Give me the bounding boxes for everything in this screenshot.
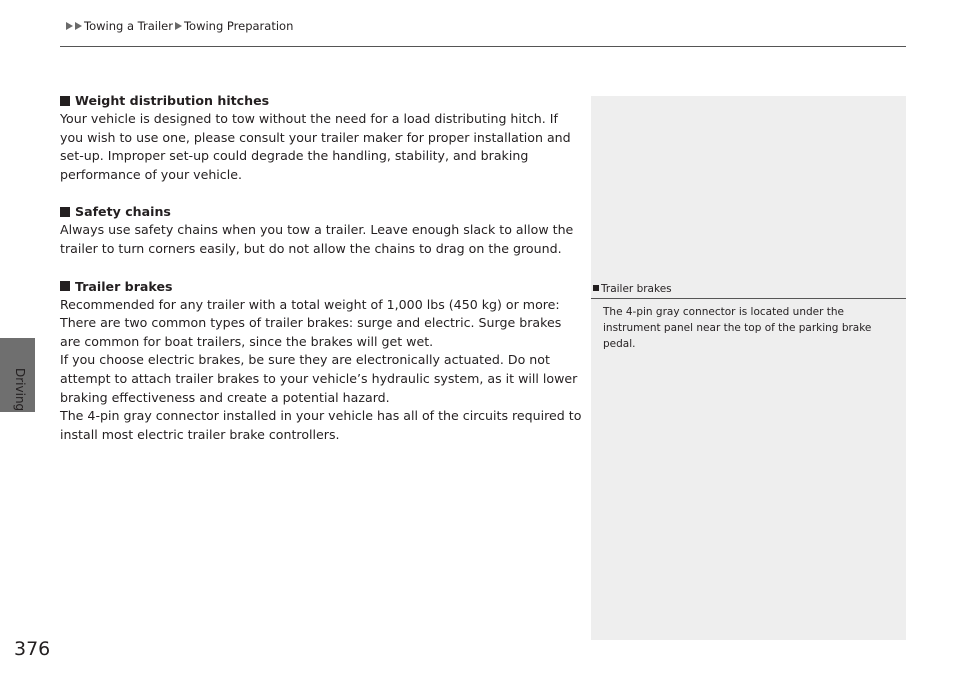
paragraph: Your vehicle is designed to tow without the need for a load distributing hitch. If you wish to use one, please consult your trailer maker for proper installation and set-up. Improper set-up could degrade the handling, stability, and braking performance of your vehicle.	[60, 111, 571, 182]
square-bullet-icon	[60, 281, 70, 291]
note-heading	[591, 282, 906, 297]
side-notes-panel	[591, 96, 906, 640]
paragraph: The 4-pin gray connector installed in your vehicle has all of the circuits required to install most electric trailer brake controllers.	[60, 408, 582, 442]
section-title: Trailer brakes	[75, 278, 173, 294]
note-title: Trailer brakes	[601, 283, 672, 295]
section-heading	[60, 202, 585, 221]
note-marker-icon	[593, 285, 599, 291]
paragraph: If you choose electric brakes, be sure they are electronically actuated. Do not attempt to attach trailer brakes to your vehicle’s hydraulic system, as it will lower braking effectiveness and create a potential hazard.	[60, 352, 578, 405]
paragraph: Always use safety chains when you tow a trailer. Leave enough slack to allow the trailer to turn corners easily, but do not allow the chains to drag on the ground.	[60, 222, 574, 256]
paragraph: There are two common types of trailer brakes: surge and electric. Surge brakes are common for boat trailers, since the brakes will get wet.	[60, 315, 562, 349]
page-number: 376	[14, 638, 51, 660]
square-bullet-icon	[60, 207, 70, 217]
section-heading	[60, 277, 585, 296]
breadcrumb-item-towing-a-trailer[interactable]: Towing a Trailer	[84, 19, 173, 33]
note-trailer-brakes	[591, 282, 906, 352]
square-bullet-icon	[60, 96, 70, 106]
section-trailer-brakes	[60, 277, 585, 445]
breadcrumb-arrow-icon	[175, 22, 182, 30]
section-heading	[60, 91, 585, 110]
chapter-label: Driving	[13, 368, 27, 412]
section-safety-chains	[60, 202, 585, 258]
section-title: Weight distribution hitches	[75, 93, 270, 108]
breadcrumb-item-towing-preparation[interactable]: Towing Preparation	[183, 19, 294, 33]
header-divider	[60, 46, 906, 47]
breadcrumb	[66, 19, 293, 33]
breadcrumb-arrow-icon	[66, 22, 73, 30]
section-weight-distribution-hitches	[60, 91, 585, 184]
breadcrumb-arrow-icon	[75, 22, 82, 30]
note-text: The 4-pin gray connector is located under the instrument panel near the top of the parking brake pedal.	[603, 306, 872, 350]
paragraph: Recommended for any trailer with a total weight of 1,000 lbs (450 kg) or more:	[60, 296, 560, 312]
main-content	[60, 91, 585, 462]
section-title: Safety chains	[75, 204, 171, 220]
